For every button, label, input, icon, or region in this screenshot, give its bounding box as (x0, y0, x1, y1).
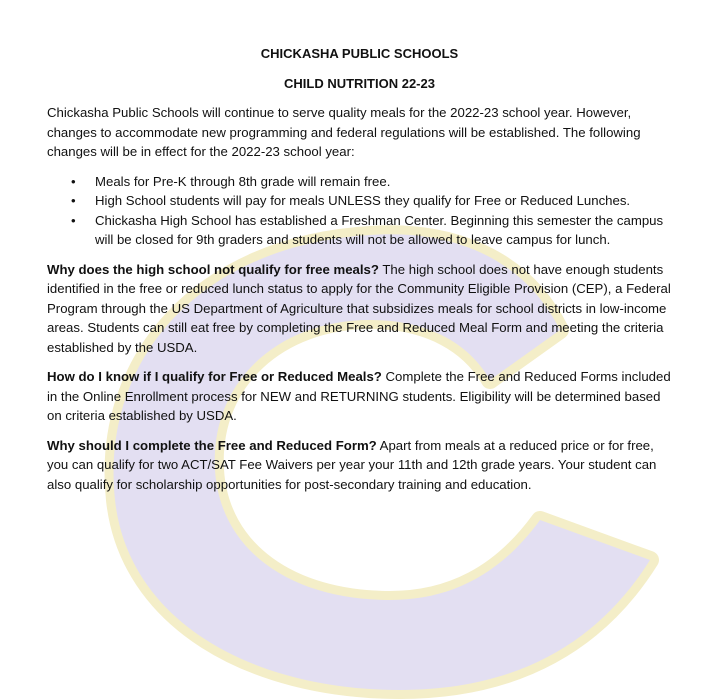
document-subtitle: CHILD NUTRITION 22-23 (284, 75, 435, 91)
faq-paragraph (47, 436, 672, 495)
list-item (47, 172, 672, 192)
document-page (47, 44, 672, 504)
list-item-text: Meals for Pre-K through 8th grade will remain free. (95, 173, 391, 189)
list-item (47, 191, 672, 211)
list-item (47, 211, 672, 250)
intro-paragraph: Chickasha Public Schools will continue to serve quality meals for the 2022-23 school year. However, changes to accommodate new programming and federal regulations will be established. The following changes will be in effect for the 2022-23 school year: (47, 105, 641, 159)
faq-answer: Apart from meals at a reduced price or for free, you can qualify for two ACT/SAT Fee Waivers per year your 11th and 12th grade years. Your student can also qualify for scholarship opportunities for post-secondary training and education. (47, 437, 657, 492)
faq-paragraph (47, 260, 672, 358)
bullet-icon: • (71, 193, 76, 208)
changes-list (47, 172, 672, 250)
faq-question: Why should I complete the Free and Reduced Form? (47, 437, 377, 453)
bullet-icon: • (71, 173, 76, 189)
faq-question: How do I know if I qualify for Free or Reduced Meals? (47, 369, 382, 384)
faq-answer: Complete the Free and Reduced Forms included in the Online Enrollment process for NEW and RETURNING students. Eligibility will be determined based on criteria established by USDA. (47, 369, 671, 423)
document-title: CHICKASHA PUBLIC SCHOOLS (260, 46, 459, 61)
faq-question: Why does the high school not qualify for free meals? (47, 261, 379, 277)
bullet-icon: • (71, 212, 76, 228)
faq-paragraph (47, 367, 672, 426)
faq-answer: The high school does not have enough students identified in the free or reduced lunch status to apply for the Community Eligible Provision (CEP), a Federal Program through the US Department of Agriculture that subsidizes meals for school districts in low-income areas. Students can still eat free by completing the Free and Reduced Meal Form and meeting the criteria established by the USDA. (47, 261, 671, 355)
list-item-text: High School students will pay for meals UNLESS they qualify for Free or Reduced Lunches. (95, 193, 631, 208)
list-item-text: Chickasha High School has established a Freshman Center. Beginning this semester the campus will be closed for 9th graders and students will not be allowed to leave campus for lunch. (95, 212, 664, 247)
